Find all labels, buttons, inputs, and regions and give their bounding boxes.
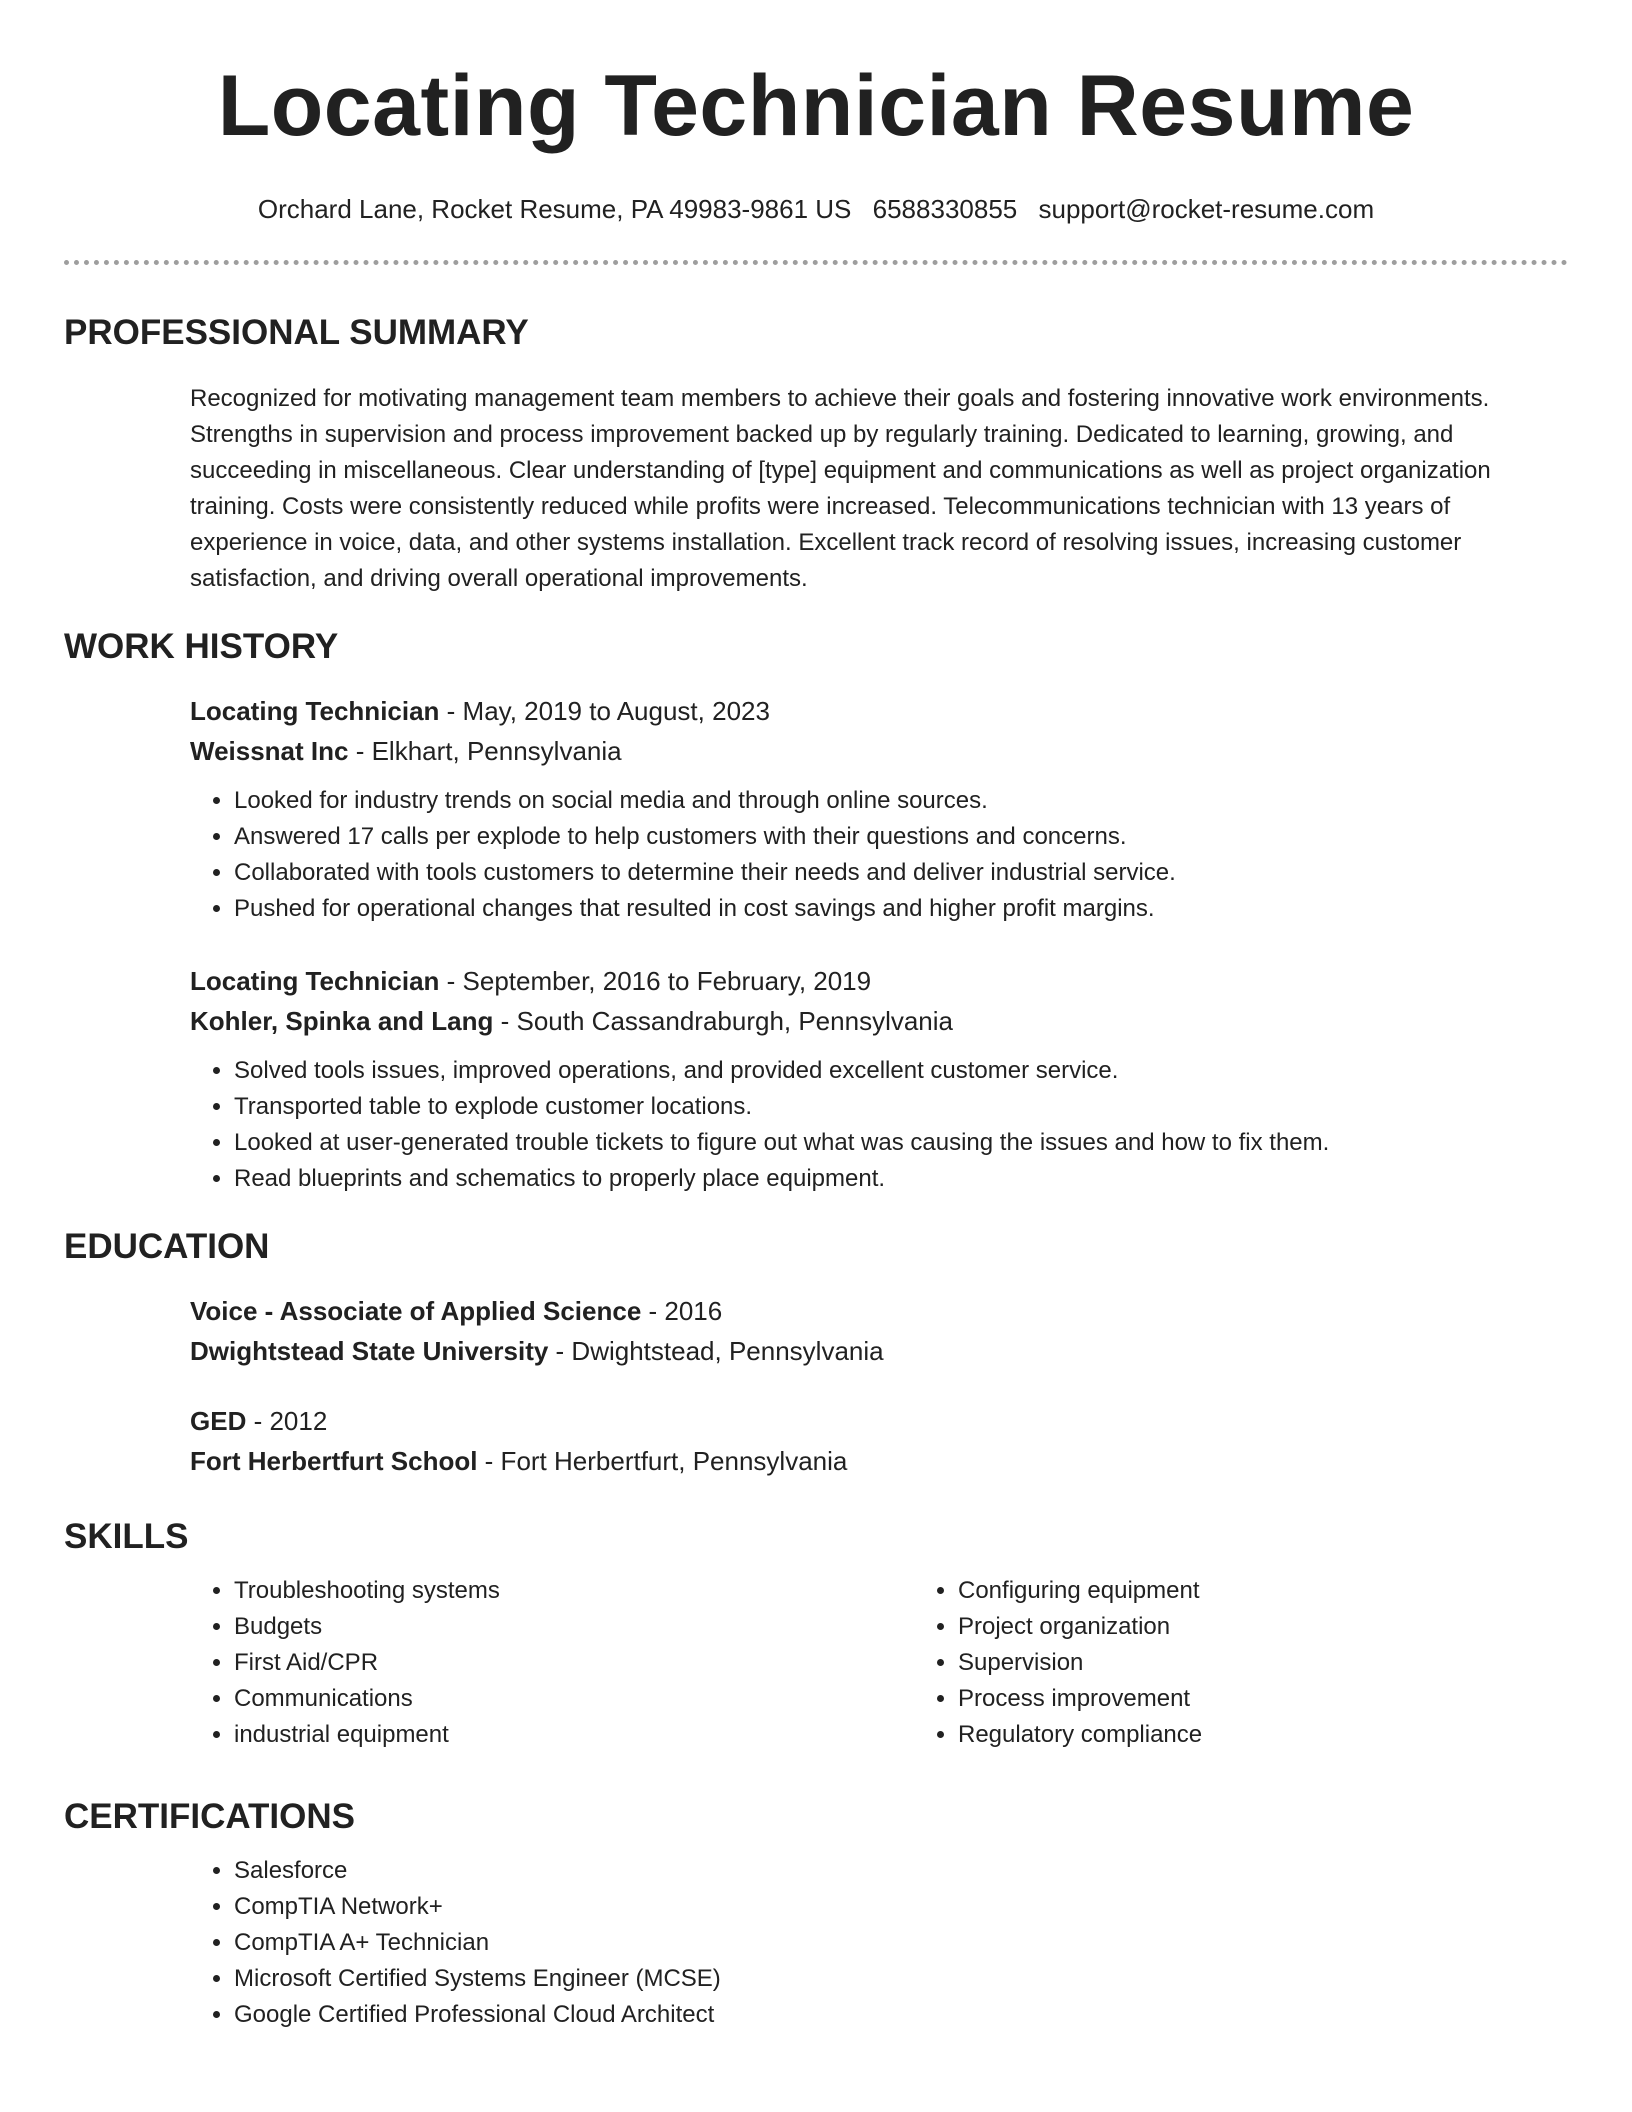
certification-bullets	[190, 1853, 1568, 2033]
job-bullet: • Solved tools issues, improved operations, and provided excellent customer service.	[234, 1053, 1568, 1089]
certifications-heading: CERTIFICATIONS	[64, 1797, 356, 1836]
certification-item: • Salesforce	[234, 1853, 1568, 1889]
skill-item: • Communications	[234, 1681, 914, 1717]
skills-column-right	[914, 1573, 1632, 1753]
job-company: Kohler, Spinka and Lang	[190, 1006, 494, 1036]
summary-heading: PROFESSIONAL SUMMARY	[64, 313, 529, 352]
job-title: Locating Technician	[190, 966, 440, 996]
skills-heading: SKILLS	[64, 1517, 189, 1556]
job-entry	[190, 961, 1568, 1197]
summary-text: Recognized for motivating management team members to achieve their goals and fostering innovative work environments. Strengths in supervision and process improvement backed up by regularly training. Dedicated to learning, growing, and succeeding in miscellaneous. Clear understanding of [type] equipment and communications as well as project organization training. Costs were consistently reduced while profits were increased. Telecommunications technician with 13 years of experience in voice, data, and other systems installation. Excellent track record of resolving issues, increasing customer satisfaction, and driving overall operational improvements.	[190, 385, 1491, 592]
certification-item: • CompTIA A+ Technician	[234, 1925, 1568, 1961]
certification-item: • Google Certified Professional Cloud Architect	[234, 1997, 1568, 2033]
school-location: - Fort Herbertfurt, Pennsylvania	[477, 1446, 848, 1476]
job-bullet: • Read blueprints and schematics to properly place equipment.	[234, 1161, 1568, 1197]
job-dates: - May, 2019 to August, 2023	[439, 696, 770, 726]
job-entry	[190, 691, 1568, 927]
contact-phone: 6588330855	[872, 194, 1018, 224]
contact-line	[64, 192, 1568, 226]
certification-item: • Microsoft Certified Systems Engineer (MCSE)	[234, 1961, 1568, 1997]
skill-item: • Regulatory compliance	[958, 1717, 1632, 1753]
job-company: Weissnat Inc	[190, 736, 349, 766]
education-entry	[190, 1401, 1568, 1481]
education-entry	[190, 1291, 1568, 1371]
header-divider	[64, 260, 1568, 265]
skill-item: • Process improvement	[958, 1681, 1632, 1717]
contact-address: Orchard Lane, Rocket Resume, PA 49983-9861 US	[257, 194, 852, 224]
skills-grid	[190, 1573, 1568, 1753]
degree: GED	[190, 1406, 247, 1436]
job-bullet: • Looked for industry trends on social media and through online sources.	[234, 783, 1568, 819]
certifications-section	[64, 1795, 1568, 2033]
certification-list	[190, 1853, 1568, 2033]
certification-item: • CompTIA Network+	[234, 1889, 1568, 1925]
education-section	[64, 1225, 1568, 1481]
work-history-heading: WORK HISTORY	[64, 627, 339, 666]
degree: Voice - Associate of Applied Science	[190, 1296, 642, 1326]
school-location: - Dwightstead, Pennsylvania	[548, 1336, 884, 1366]
job-location: - Elkhart, Pennsylvania	[348, 736, 622, 766]
skill-item: • Supervision	[958, 1645, 1632, 1681]
skill-item: • Budgets	[234, 1609, 914, 1645]
job-title: Locating Technician	[190, 696, 440, 726]
job-bullet: • Transported table to explode customer locations.	[234, 1089, 1568, 1125]
contact-email: support@rocket-resume.com	[1038, 194, 1375, 224]
job-bullet: • Looked at user-generated trouble tickets to figure out what was causing the issues and how to fix them.	[234, 1125, 1568, 1161]
job-location: - South Cassandraburgh, Pennsylvania	[493, 1006, 953, 1036]
job-bullets	[190, 1053, 1568, 1197]
education-heading: EDUCATION	[64, 1227, 270, 1266]
skills-section	[64, 1515, 1568, 1753]
job-bullet: • Pushed for operational changes that resulted in cost savings and higher profit margins.	[234, 891, 1568, 927]
education-list	[190, 1291, 1568, 1481]
skill-item: • industrial equipment	[234, 1717, 914, 1753]
skill-item: • Project organization	[958, 1609, 1632, 1645]
school-line	[190, 1441, 1568, 1481]
work-history-section	[64, 625, 1568, 1197]
school: Dwightstead State University	[190, 1336, 549, 1366]
resume-title: Locating Technician Resume	[217, 58, 1415, 154]
degree-year: - 2016	[641, 1296, 723, 1326]
job-title-line	[190, 691, 1568, 731]
job-bullets	[190, 783, 1568, 927]
job-title-line	[190, 961, 1568, 1001]
degree-line	[190, 1401, 1568, 1441]
job-company-line	[190, 731, 1568, 771]
degree-line	[190, 1291, 1568, 1331]
skill-item: • Configuring equipment	[958, 1573, 1632, 1609]
school: Fort Herbertfurt School	[190, 1446, 478, 1476]
job-bullet: • Collaborated with tools customers to determine their needs and deliver industrial service.	[234, 855, 1568, 891]
summary-section	[64, 311, 1568, 597]
skill-item: • Troubleshooting systems	[234, 1573, 914, 1609]
skills-column-left	[190, 1573, 914, 1753]
school-line	[190, 1331, 1568, 1371]
job-bullet: • Answered 17 calls per explode to help customers with their questions and concerns.	[234, 819, 1568, 855]
job-company-line	[190, 1001, 1568, 1041]
job-dates: - September, 2016 to February, 2019	[439, 966, 872, 996]
job-list	[190, 691, 1568, 1197]
degree-year: - 2012	[246, 1406, 328, 1436]
skill-item: • First Aid/CPR	[234, 1645, 914, 1681]
